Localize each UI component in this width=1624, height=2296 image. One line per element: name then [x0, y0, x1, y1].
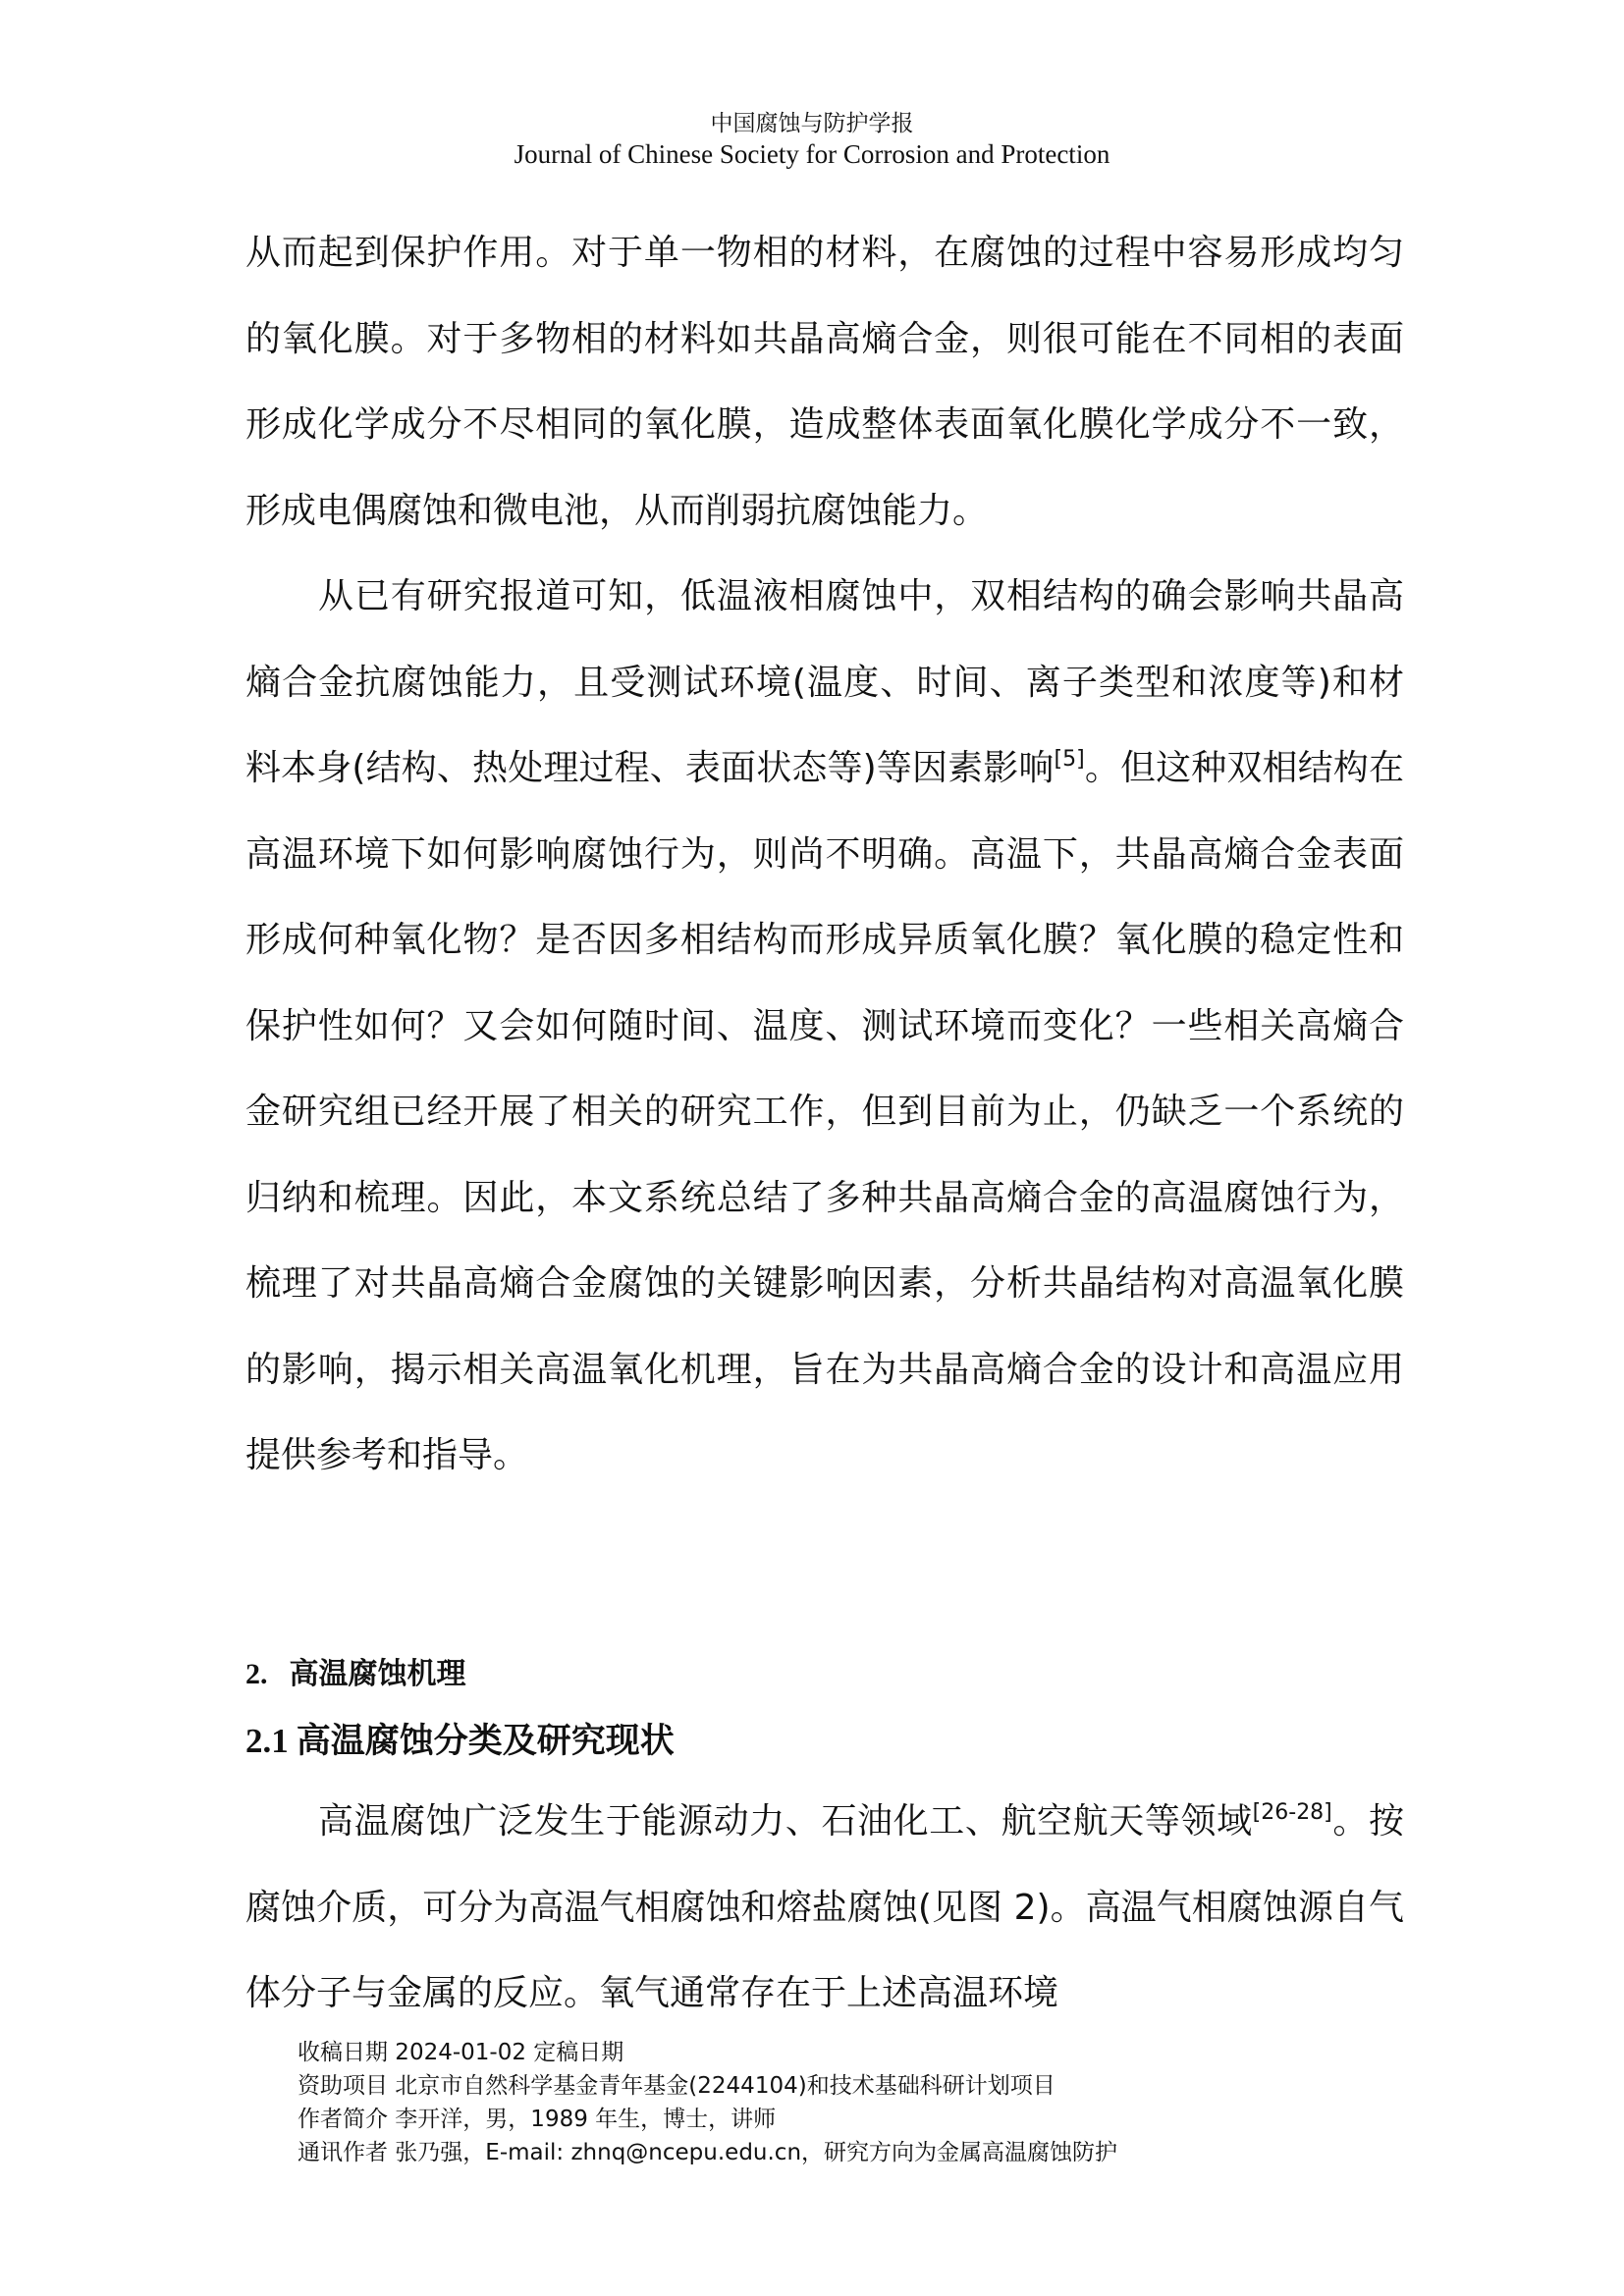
subsection-title-text: 高温腐蚀分类及研究现状 — [296, 1722, 675, 1761]
citation-26-28[interactable]: [26-28] — [1252, 1800, 1332, 1825]
paragraph-3-text-a: 高温腐蚀广泛发生于能源动力、石油化工、航空航天等领域 — [318, 1801, 1253, 1842]
section-title-text: 高温腐蚀机理 — [289, 1657, 466, 1691]
subsection-heading — [245, 1714, 675, 1763]
paragraph-2-text-b: 。但这种双相结构在高温环境下如何影响腐蚀行为，则尚不明确。高温下，共晶高熵合金表面形成何种氧化物？是否因多相结构而形成异质氧化膜？氧化膜的稳定性和保护性如何？又会如何随时间、温度、测试环境而变化？一些相关高熵合金研究组已经开展了相关的研究工作，但到目前为止，仍缺乏一个系统的归纳和梳理。因此，本文系统总结了多种共晶高熵合金的高温腐蚀行为，梳理了对共晶高熵合金腐蚀的关键影响因素，分析共晶结构对高温氧化膜的影响，揭示相关高温氧化机理，旨在为共晶高熵合金的设计和高温应用提供参考和指导。 — [245, 748, 1404, 1475]
paragraph-2 — [245, 554, 1404, 1499]
body-text — [245, 210, 1404, 1499]
paragraph-2-text-a: 从已有研究报道可知，低温液相腐蚀中，双相结构的确会影响共晶高熵合金抗腐蚀能力，且受测试环境(温度、时间、离子类型和浓度等)和材料本身(结构、热处理过程、表面状态等)等因素影响 — [245, 576, 1404, 788]
footnote-received: 收稿日期 2024-01-02 定稿日期 — [298, 2040, 624, 2065]
section-number: 2. — [245, 1658, 268, 1690]
footnote-author: 作者简介 李开洋，男，1989 年生，博士，讲师 — [298, 2107, 777, 2132]
section-heading — [245, 1649, 466, 1692]
citation-5[interactable]: [5] — [1054, 747, 1085, 772]
paragraph-3-text-b: 。按腐蚀介质，可分为高温气相腐蚀和熔盐腐蚀(见图 2)。高温气相腐蚀源自气体分子与金属的反应。氧气通常存在于上述高温环境 — [245, 1801, 1404, 2013]
footnote-correspondence: 通讯作者 张乃强，E-mail: zhnq@ncepu.edu.cn，研究方向为金属高温腐蚀防护 — [298, 2140, 1118, 2165]
running-header — [0, 110, 1624, 172]
footnotes — [298, 2036, 1117, 2169]
footnote-funding: 资助项目 北京市自然科学基金青年基金(2244104)和技术基础科研计划项目 — [298, 2073, 1056, 2099]
paragraph-3 — [245, 1779, 1404, 2037]
journal-title-en: Journal of Chinese Society for Corrosion and Protection — [514, 138, 1110, 169]
journal-title-cn: 中国腐蚀与防护学报 — [710, 111, 914, 136]
subsection-number: 2.1 — [245, 1722, 289, 1760]
body-text-section-2 — [245, 1779, 1404, 2037]
paragraph-1: 从而起到保护作用。对于单一物相的材料，在腐蚀的过程中容易形成均匀的氧化膜。对于多物相的材料如共晶高熵合金，则很可能在不同相的表面形成化学成分不尽相同的氧化膜，造成整体表面氧化膜化学成分不一致，形成电偶腐蚀和微电池，从而削弱抗腐蚀能力。 — [245, 233, 1404, 531]
